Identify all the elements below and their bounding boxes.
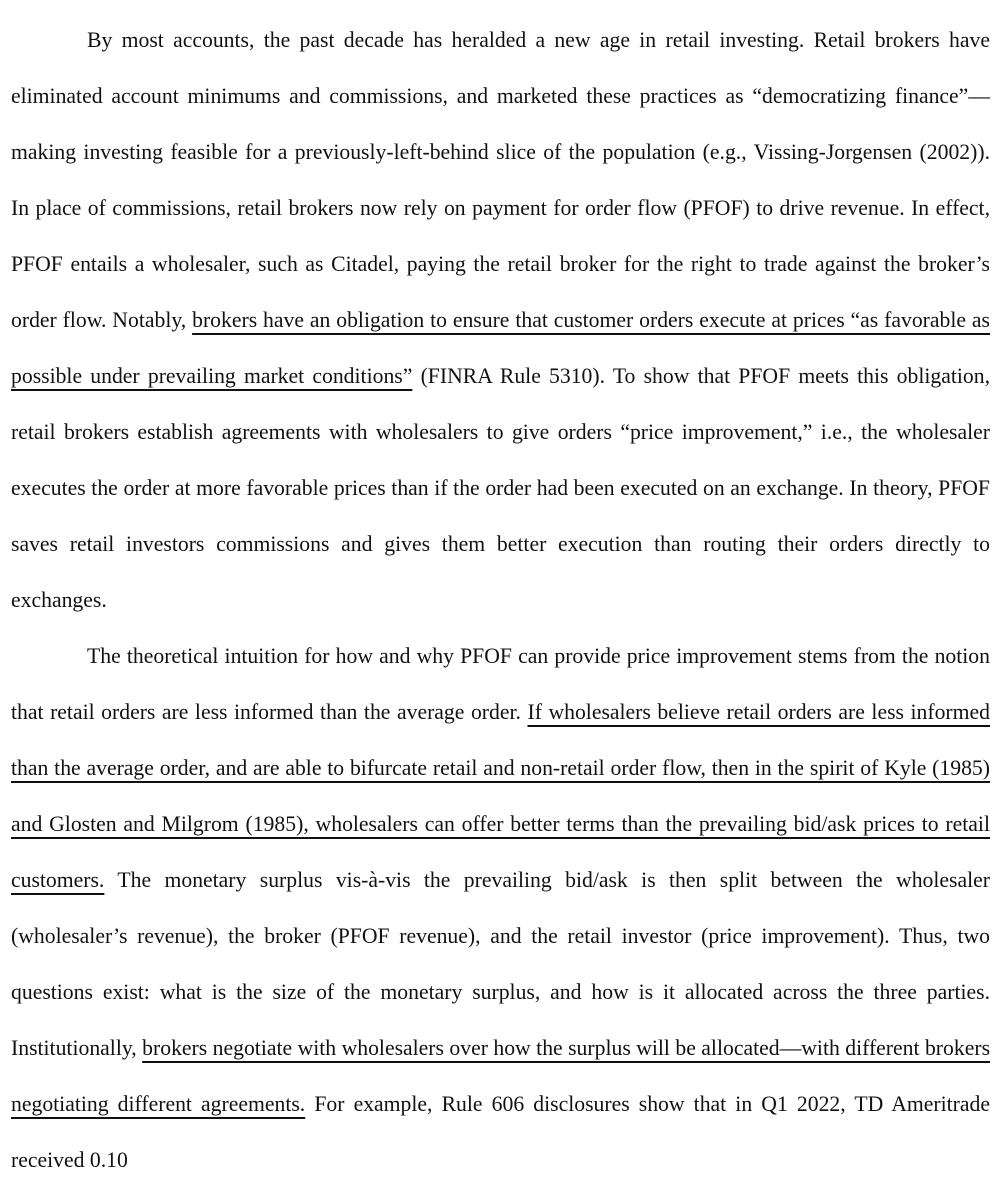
underlined-passage: brokers negotiate with wholesalers over how the surplus will be allocated—with different brokers negotiating different agreements.: [11, 1036, 991, 1116]
text-run: For example, Rule 606 disclosures show that in Q1 2022, TD Ameritrade received 0.10: [11, 1092, 990, 1172]
text-run: (FINRA Rule 5310). To show that PFOF meets this obligation, retail brokers establish agreements with wholesalers to give orders “price improvement,” i.e., the wholesaler executes the order at more favorable prices than if the order had been executed on an exchange. In theory, PFOF saves retail investors commissions and gives them better execution than routing their orders directly to exchanges.: [11, 364, 991, 612]
paragraph-theoretical-intuition: [11, 628, 990, 1188]
paper-page: [11, 12, 990, 1188]
underlined-passage: If wholesalers believe retail orders are less informed than the average order, and are able to bifurcate retail and non-retail order flow, then in the spirit of Kyle (1985) and Glosten and Milgrom (1985), wholesalers can offer better terms than the prevailing bid/ask prices to retail customers.: [11, 700, 990, 892]
underlined-passage: brokers have an obligation to ensure that customer orders execute at prices “as favorable as possible under prevailing market conditions”: [11, 308, 990, 388]
text-run: The theoretical intuition for how and why PFOF can provide price improvement stems from the notion that retail orders are less informed than the average order.: [11, 644, 990, 724]
text-run: By most accounts, the past decade has heralded a new age in retail investing. Retail brokers have eliminated account minimums and commissions, and marketed these practices as “democratizing finance”—making investing feasible for a previously-left-behind slice of the population (e.g., Vissing-Jorgensen (2002)). In place of commissions, retail brokers now rely on payment for order flow (PFOF) to drive revenue. In effect, PFOF entails a wholesaler, such as Citadel, paying the retail broker for the right to trade against the broker’s order flow. Notably,: [11, 28, 990, 332]
paragraph-pfof-intro: [11, 12, 990, 628]
text-run: The monetary surplus vis-à-vis the prevailing bid/ask is then split between the wholesaler (wholesaler’s revenue), the broker (PFOF revenue), and the retail investor (price improvement). Thus, two questions exist: what is the size of the monetary surplus, and how is it allocated across the three parties. Institutionally,: [11, 868, 990, 1060]
